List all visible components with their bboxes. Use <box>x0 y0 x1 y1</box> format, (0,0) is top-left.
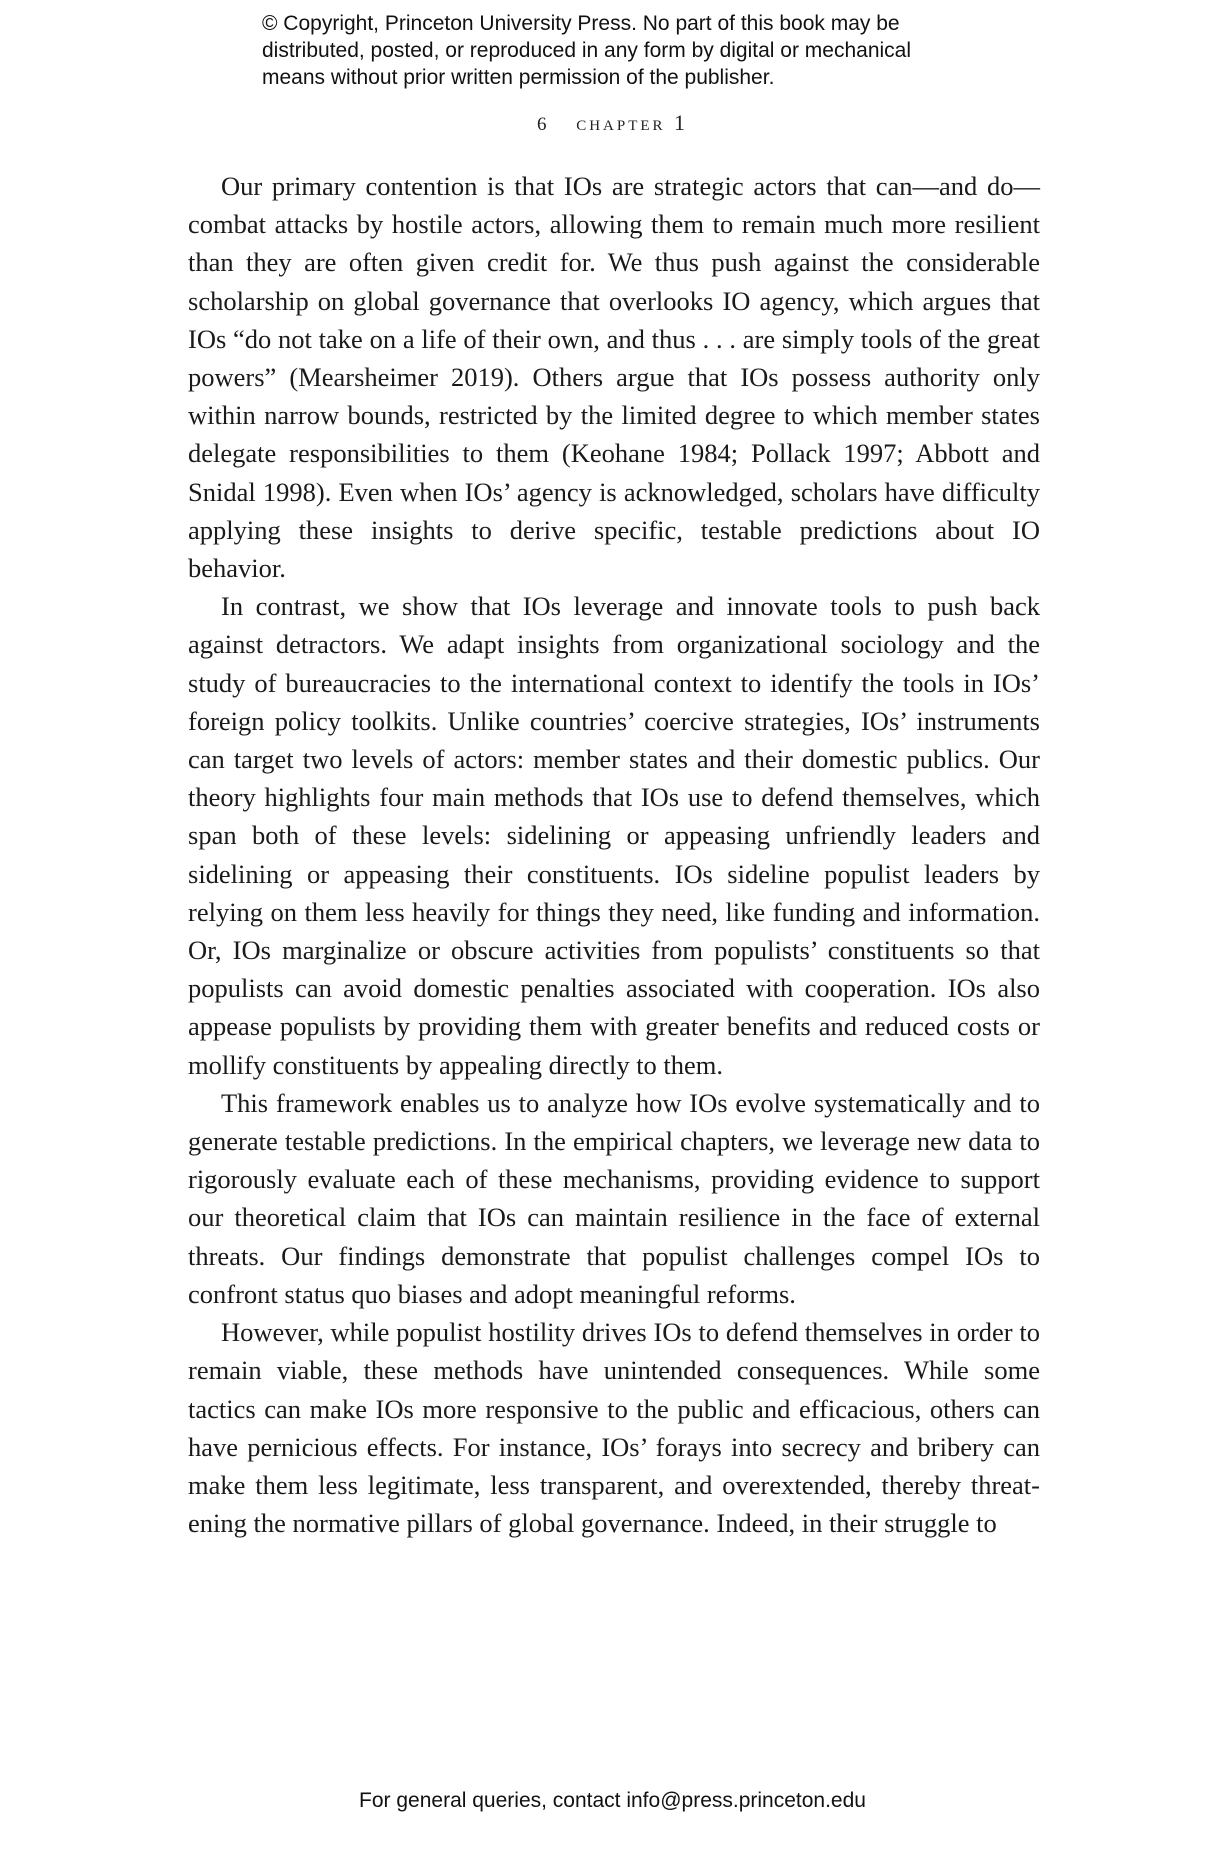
paragraph-1: Our primary contention is that IOs are strategic actors that can—and do—combat attacks by hostile actors, allowing them to remain much more resilient than they are often given credit for. We thus push against the considerable scholarship on global governance that overlooks IO agency, which argues that IOs “do not take on a life of their own, and thus . . . are simply tools of the great powers” (Mearsheimer 2019). Others argue that IOs possess authority only within narrow bounds, restricted by the limited degree to which member states delegate responsibilities to them (Keohane 1984; Pollack 1997; Abbott and Snidal 1998). Even when IOs’ agency is acknowledged, scholars have difficulty applying these insights to derive specific, testable predictions about IO behavior. <box>188 171 1040 584</box>
body-text <box>188 167 1040 1542</box>
chapter-label: chapter 1 <box>576 110 689 135</box>
copyright-notice <box>262 10 1022 91</box>
running-head <box>0 110 1225 136</box>
copyright-line-1: © Copyright, Princeton University Press. No part of this book may be <box>262 12 900 35</box>
paragraph-4: However, while populist hostility drives IOs to defend themselves in order to remain viable, these methods have unintended consequences. While some tactics can make IOs more responsive to the public and efficacious, others can have pernicious effects. For instance, IOs’ forays into secrecy and bribery can make them less legitimate, less transparent, and overextended, thereby threatening the normative pillars of global governance. Indeed, in their struggle to <box>188 1317 1040 1539</box>
copyright-line-2: distributed, posted, or reproduced in any form by digital or mechanical <box>262 39 912 62</box>
paragraph-2: In contrast, we show that IOs leverage and innovate tools to push back against detractors. We adapt insights from organizational sociology and the study of bureaucracies to the international context to identify the tools in IOs’ foreign policy toolkits. Unlike countries’ coercive strategies, IOs’ instruments can target two levels of actors: member states and their domestic publics. Our theory highlights four main methods that IOs use to defend themselves, which span both of these levels: sidelining or appeasing unfriendly leaders and sidelining or appeasing their constituents. IOs sideline populist leaders by relying on them less heavily for things they need, like funding and information. Or, IOs marginalize or obscure activities from populists’ constituents so that populists can avoid domestic penalties associated with cooperation. IOs also appease populists by providing them with greater benefits and reduced costs or mollify constituents by appealing directly to them. <box>188 591 1040 1080</box>
paragraph-3: This framework enables us to analyze how IOs evolve systematically and to generate testable predictions. In the empirical chapters, we leverage new data to rigorously evaluate each of these mechanisms, providing evidence to support our theoretical claim that IOs can maintain resilience in the face of external threats. Our findings demonstrate that populist challenges compel IOs to confront status quo biases and adopt meaningful reforms. <box>188 1087 1040 1309</box>
page-number: 6 <box>536 114 547 135</box>
copyright-line-3: means without prior written permission of the publisher. <box>262 66 775 89</box>
footer-contact: For general queries, contact info@press.princeton.edu <box>359 1789 866 1812</box>
